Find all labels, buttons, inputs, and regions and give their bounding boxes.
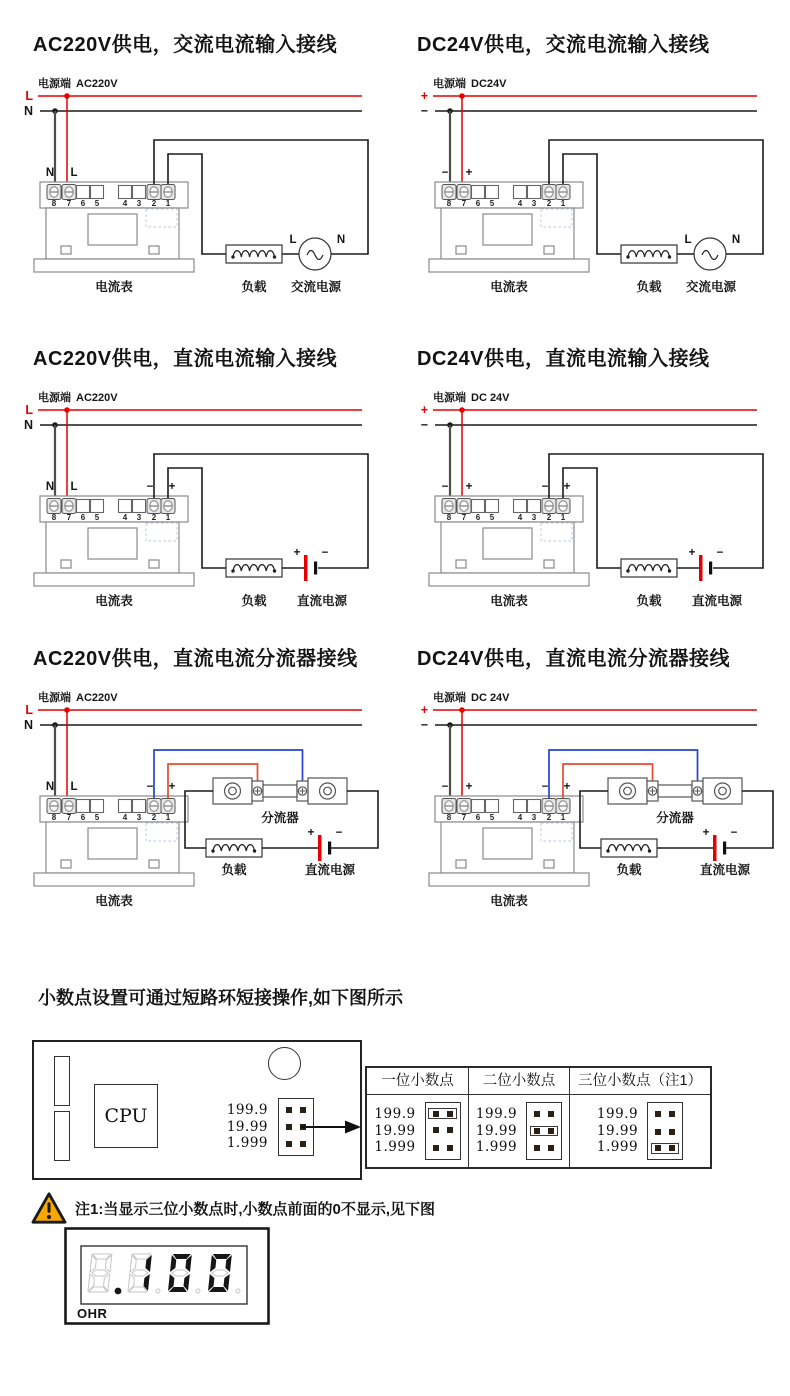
ammeter: [34, 496, 194, 586]
jumper-pin: [534, 1145, 540, 1151]
jumper-pin: [286, 1124, 292, 1130]
pin-row: [529, 1108, 559, 1120]
shunt-caption: 分流器: [261, 811, 299, 825]
diagram-title: AC220V供电，直流电流分流器接线: [33, 648, 358, 670]
load-caption: 负载: [241, 280, 267, 294]
source-caption: 交流电源: [290, 280, 342, 294]
source-left-label: +: [293, 547, 301, 559]
section-diagram-2: [395, 22, 790, 297]
jumper-pin: [655, 1129, 661, 1135]
source-caption: 直流电源: [304, 863, 356, 877]
range-values: 199.9 19.99 1.999: [374, 1106, 416, 1156]
pin-row: [281, 1104, 311, 1116]
source-right-label: −: [730, 827, 738, 839]
jumper-pin: [300, 1141, 306, 1147]
power-port-label: 电源端: [433, 78, 466, 90]
terminal7-label: L: [70, 481, 78, 493]
load-coil: [621, 245, 677, 263]
ammeter: [429, 496, 589, 586]
rail-bottom-label: N: [23, 718, 33, 732]
terminal8-label: −: [441, 167, 449, 179]
ammeter: [34, 182, 194, 272]
jumper-pin: [655, 1145, 661, 1151]
jumper-pin: [286, 1141, 292, 1147]
load-coil: [601, 839, 657, 857]
table-cell: [367, 1095, 469, 1167]
jumper-pin: [433, 1111, 439, 1117]
power-value-label: DC24V: [471, 78, 507, 90]
source-right-label: N: [336, 234, 346, 246]
cpu-chip: [94, 1084, 158, 1148]
ammeter: [34, 796, 194, 886]
jumper-block: [425, 1102, 461, 1160]
terminal1-label: +: [563, 781, 571, 793]
terminal8-label: N: [45, 167, 55, 179]
rail-bottom-label: −: [420, 718, 428, 732]
arrow-icon: [300, 1119, 362, 1135]
pin-row: [650, 1126, 680, 1138]
terminal7-label: +: [465, 481, 473, 493]
rail-bottom-label: N: [23, 418, 33, 432]
decimal-table: [365, 1066, 712, 1169]
rail-top-label: +: [420, 89, 428, 103]
power-value-label: AC220V: [76, 392, 118, 404]
power-port-label: 电源端: [38, 392, 71, 404]
ac-source-icon: [694, 238, 726, 270]
jumper-pin: [447, 1111, 453, 1117]
note-text: 注1:当显示三位小数点时,小数点前面的0不显示,见下图: [75, 1201, 436, 1218]
mounting-hole: [268, 1047, 301, 1080]
connector-slot: [54, 1056, 70, 1106]
rail-top-label: L: [25, 403, 33, 417]
wiring-diagram-5: [0, 676, 395, 911]
meter-caption: 电流表: [95, 280, 133, 294]
wiring-diagram-4: [395, 376, 790, 611]
jumper-pin: [548, 1128, 554, 1134]
dc-source-icon: [318, 835, 331, 861]
diagram-title: DC24V供电，直流电流分流器接线: [417, 648, 730, 670]
range-values: 199.9 19.99 1.999: [596, 1106, 639, 1156]
table-body-row: [367, 1095, 710, 1167]
power-port-label: 电源端: [433, 392, 466, 404]
dc-source-icon: [713, 835, 726, 861]
source-caption: 直流电源: [699, 863, 751, 877]
jumper-pin: [286, 1107, 292, 1113]
shorting-cap: [428, 1108, 457, 1119]
power-value-label: DC 24V: [471, 692, 510, 704]
section-diagram-5: [0, 636, 395, 911]
jumper-block: [647, 1102, 683, 1160]
section-diagram-1: [0, 22, 395, 297]
terminal1-label: +: [168, 781, 176, 793]
load-coil: [206, 839, 262, 857]
terminal2-label: −: [541, 781, 549, 793]
note-row: [30, 1191, 435, 1225]
terminal1-label: +: [168, 481, 176, 493]
source-caption: 交流电源: [685, 280, 737, 294]
wiring-diagram-1: [0, 62, 395, 297]
terminal7-label: L: [70, 167, 78, 179]
jumper-pin: [655, 1111, 661, 1117]
power-value-label: AC220V: [76, 692, 118, 704]
table-header-row: [367, 1068, 710, 1095]
rail-top-label: +: [420, 703, 428, 717]
jumper-pin: [669, 1129, 675, 1135]
table-header-cell: 二位小数点: [469, 1068, 570, 1095]
range-value: 199.9: [226, 1102, 268, 1118]
jumper-pin: [534, 1111, 540, 1117]
rail-bottom-label: −: [420, 104, 428, 118]
warning-icon: [30, 1191, 68, 1225]
section-diagram-4: [395, 336, 790, 611]
jumper-pin: [534, 1128, 540, 1134]
jumper-pin: [433, 1127, 439, 1133]
terminal2-label: −: [146, 781, 154, 793]
load-coil: [226, 245, 282, 263]
shunt-icon: [213, 778, 347, 804]
jumper-pin: [447, 1127, 453, 1133]
terminal1-label: +: [563, 481, 571, 493]
source-left-label: +: [702, 827, 710, 839]
source-caption: 直流电源: [691, 594, 743, 608]
terminal7-label: +: [465, 781, 473, 793]
meter-caption: 电流表: [490, 594, 528, 608]
load-caption: 负载: [636, 280, 662, 294]
jumper-pin: [669, 1111, 675, 1117]
terminal2-label: −: [541, 481, 549, 493]
section-diagram-3: [0, 336, 395, 611]
jumper-pin: [669, 1145, 675, 1151]
rail-bottom-label: −: [420, 418, 428, 432]
section-diagram-6: [395, 636, 790, 911]
pin-row: [428, 1124, 458, 1136]
source-right-label: −: [335, 827, 343, 839]
load-coil: [226, 559, 282, 577]
meter-caption: 电流表: [95, 594, 133, 608]
jumper-pin: [433, 1145, 439, 1151]
load-caption: 负载: [241, 594, 267, 608]
diagram-title: AC220V供电，直流电流输入接线: [33, 348, 338, 370]
range-values: [180, 1102, 268, 1152]
ac-source-icon: [299, 238, 331, 270]
range-values: 199.9 19.99 1.999: [475, 1106, 518, 1156]
terminal8-label: N: [45, 481, 55, 493]
source-left-label: +: [307, 827, 315, 839]
pin-row: [529, 1142, 559, 1154]
power-value-label: AC220V: [76, 78, 118, 90]
source-right-label: −: [321, 547, 329, 559]
meter-caption: 电流表: [490, 894, 528, 908]
power-port-label: 电源端: [38, 78, 71, 90]
meter-caption: 电流表: [490, 280, 528, 294]
terminal2-label: −: [146, 481, 154, 493]
wiring-diagram-6: [395, 676, 790, 911]
brand-label: OHR: [77, 1306, 108, 1321]
decimal-point-lit: [115, 1288, 122, 1295]
pin-row: [428, 1142, 458, 1154]
source-right-label: N: [731, 234, 741, 246]
connector-slot: [54, 1111, 70, 1161]
decimal-intro-text: 小数点设置可通过短路环短接操作,如下图所示: [38, 988, 403, 1008]
load-caption: 负载: [616, 863, 642, 877]
table-header-cell: 三位小数点（注1）: [570, 1068, 710, 1095]
table-cell: [570, 1095, 710, 1167]
terminal7-label: L: [70, 781, 78, 793]
load-caption: 负载: [221, 863, 247, 877]
source-left-label: L: [289, 234, 297, 246]
rail-top-label: L: [25, 703, 33, 717]
jumper-block: [526, 1102, 562, 1160]
meter-caption: 电流表: [95, 894, 133, 908]
table-header-cell: 一位小数点: [367, 1068, 469, 1095]
dc-source-icon: [699, 555, 712, 581]
power-value-label: DC 24V: [471, 392, 510, 404]
rail-top-label: L: [25, 89, 33, 103]
shunt-icon: [608, 778, 742, 804]
ammeter: [429, 796, 589, 886]
source-right-label: −: [716, 547, 724, 559]
shorting-cap: [651, 1143, 680, 1154]
shorting-cap: [530, 1126, 559, 1137]
pin-row: [281, 1138, 311, 1150]
power-port-label: 电源端: [433, 692, 466, 704]
diagram-title: DC24V供电，直流电流输入接线: [417, 348, 710, 370]
seven-segment-display: [64, 1227, 270, 1325]
shunt-caption: 分流器: [656, 811, 694, 825]
jumper-pin: [548, 1145, 554, 1151]
jumper-pin: [447, 1145, 453, 1151]
diagram-title: AC220V供电，交流电流输入接线: [33, 34, 338, 56]
dc-source-icon: [304, 555, 317, 581]
terminal8-label: N: [45, 781, 55, 793]
rail-top-label: +: [420, 403, 428, 417]
range-value: 1.999: [226, 1135, 268, 1151]
rail-bottom-label: N: [23, 104, 33, 118]
jumper-pin: [300, 1107, 306, 1113]
source-caption: 直流电源: [296, 594, 348, 608]
pin-row: [650, 1108, 680, 1120]
terminal7-label: +: [465, 167, 473, 179]
ammeter: [429, 182, 589, 272]
jumper-pin: [548, 1111, 554, 1117]
cpu-board: [32, 1040, 362, 1180]
cpu-label: CPU: [104, 1105, 148, 1127]
wiring-diagram-2: [395, 62, 790, 297]
table-cell: [469, 1095, 570, 1167]
source-left-label: +: [688, 547, 696, 559]
range-value: 19.99: [226, 1118, 268, 1135]
load-caption: 负载: [636, 594, 662, 608]
source-left-label: L: [684, 234, 692, 246]
terminal8-label: −: [441, 781, 449, 793]
diagram-title: DC24V供电，交流电流输入接线: [417, 34, 710, 56]
terminal8-label: −: [441, 481, 449, 493]
load-coil: [621, 559, 677, 577]
power-port-label: 电源端: [38, 692, 71, 704]
wiring-diagram-3: [0, 376, 395, 611]
